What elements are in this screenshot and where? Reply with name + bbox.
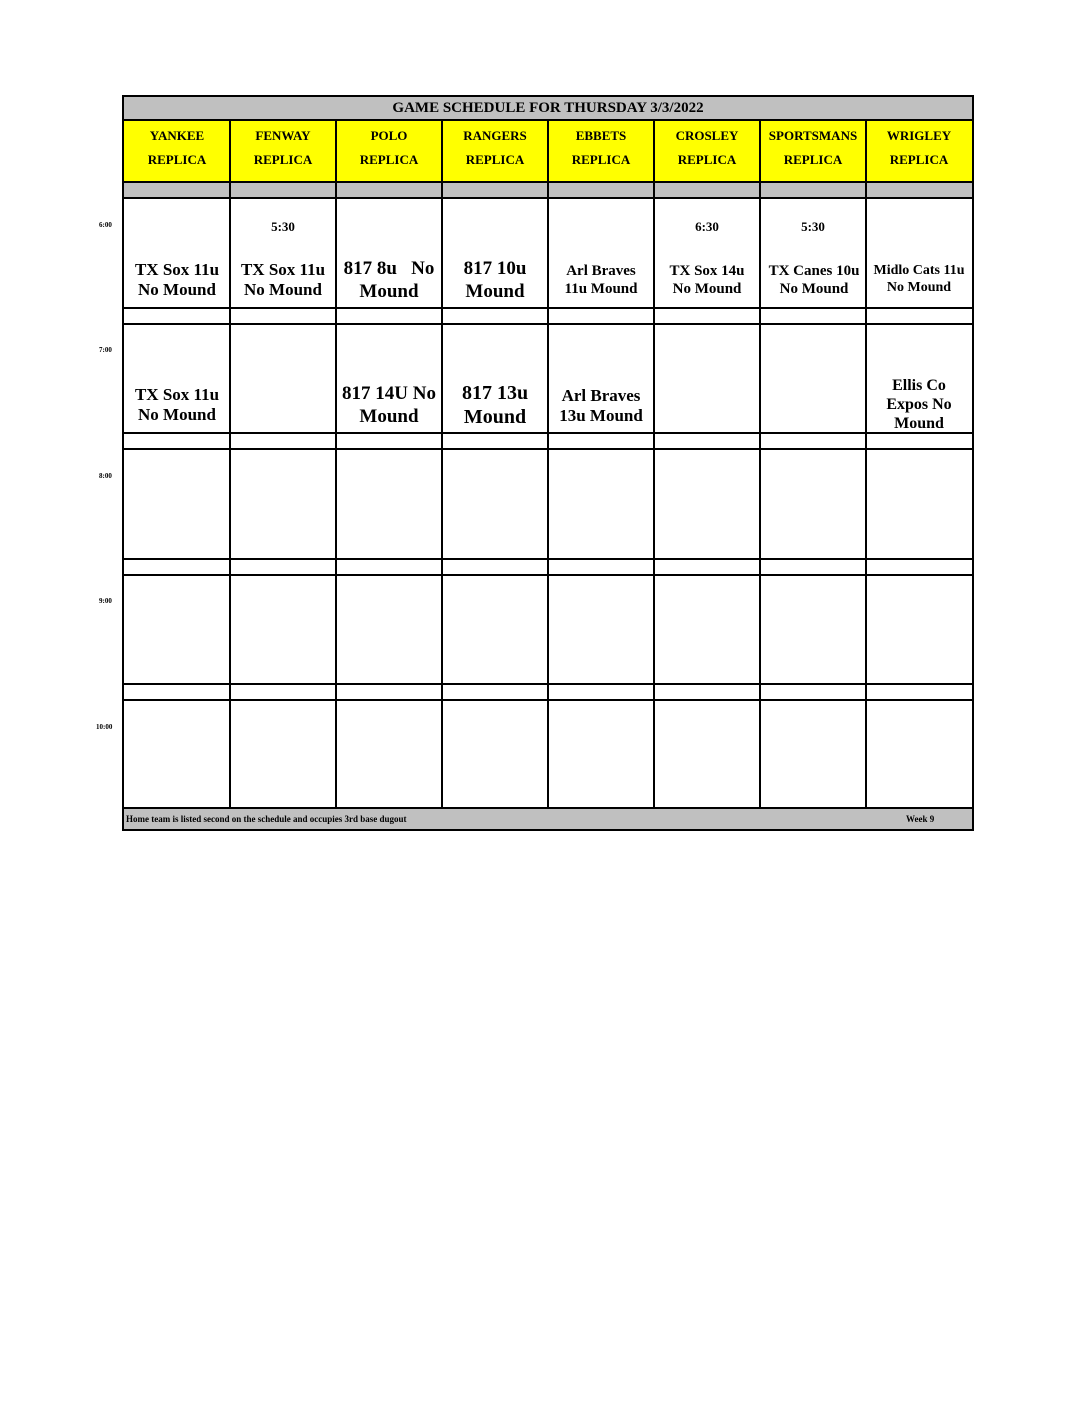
column-divider <box>441 121 443 809</box>
game-600-sportsmans: TX Canes 10u No Mound <box>768 263 860 297</box>
game-600-rangers: 817 10u Mound <box>463 258 527 302</box>
field-header-sportsmans <box>760 121 866 181</box>
time-label-8: 8:00 <box>99 472 112 480</box>
field-sub: REPLICA <box>677 152 737 167</box>
field-sub: REPLICA <box>889 152 949 167</box>
field-header-polo <box>336 121 442 181</box>
field-header-rangers <box>442 121 548 181</box>
field-header-crosley <box>654 121 760 181</box>
field-header-fenway <box>230 121 336 181</box>
schedule-table <box>122 95 974 831</box>
game-700-rangers: 817 13u Mound <box>461 382 529 428</box>
field-name: RANGERS <box>463 128 527 143</box>
field-name: WRIGLEY <box>886 128 952 143</box>
game-700-ebbets: Arl Braves 13u Mound <box>559 386 643 426</box>
game-600-wrigley: Midlo Cats 11u No Mound <box>873 263 965 295</box>
time-label-7: 7:00 <box>99 346 112 354</box>
field-sub: REPLICA <box>783 152 843 167</box>
game-600-polo: 817 8u No Mound <box>343 258 440 302</box>
field-sub: REPLICA <box>571 152 631 167</box>
game-700-wrigley: Ellis Co Expos No Mound <box>886 377 952 432</box>
field-sub: REPLICA <box>465 152 525 167</box>
field-sub: REPLICA <box>147 152 207 167</box>
time-label-9: 9:00 <box>99 597 112 605</box>
footer-bar <box>124 809 972 829</box>
time-label-10: 10:00 <box>96 723 113 731</box>
game-600-ebbets: Arl Braves 11u Mound <box>564 263 638 297</box>
time-label-6: 6:00 <box>99 221 112 229</box>
slot-time-crosley: 6:30 <box>695 219 719 234</box>
schedule-title: GAME SCHEDULE FOR THURSDAY 3/3/2022 <box>124 97 972 121</box>
game-700-polo: 817 14U No Mound <box>342 383 436 427</box>
footer-week: Week 9 <box>906 814 935 824</box>
field-header-yankee <box>124 121 230 181</box>
field-header-ebbets <box>548 121 654 181</box>
field-sub: REPLICA <box>359 152 419 167</box>
field-header-wrigley <box>866 121 972 181</box>
field-name: FENWAY <box>255 128 311 143</box>
game-700-yankee: TX Sox 11u No Mound <box>134 385 220 425</box>
slot-time-sportsmans: 5:30 <box>801 219 825 234</box>
slot-time-fenway: 5:30 <box>271 219 295 234</box>
game-600-crosley: TX Sox 14u No Mound <box>669 263 745 297</box>
field-name: YANKEE <box>149 128 205 143</box>
field-name: SPORTSMANS <box>768 128 858 143</box>
field-sub: REPLICA <box>253 152 313 167</box>
field-name: CROSLEY <box>675 128 739 143</box>
game-600-yankee: TX Sox 11u No Mound <box>134 260 220 300</box>
column-divider <box>547 121 549 809</box>
game-600-fenway: TX Sox 11u No Mound <box>240 260 326 300</box>
field-name: EBBETS <box>575 128 627 143</box>
footer-note: Home team is listed second on the schedule and occupies 3rd base dugout <box>126 814 407 824</box>
field-name: POLO <box>370 128 408 143</box>
